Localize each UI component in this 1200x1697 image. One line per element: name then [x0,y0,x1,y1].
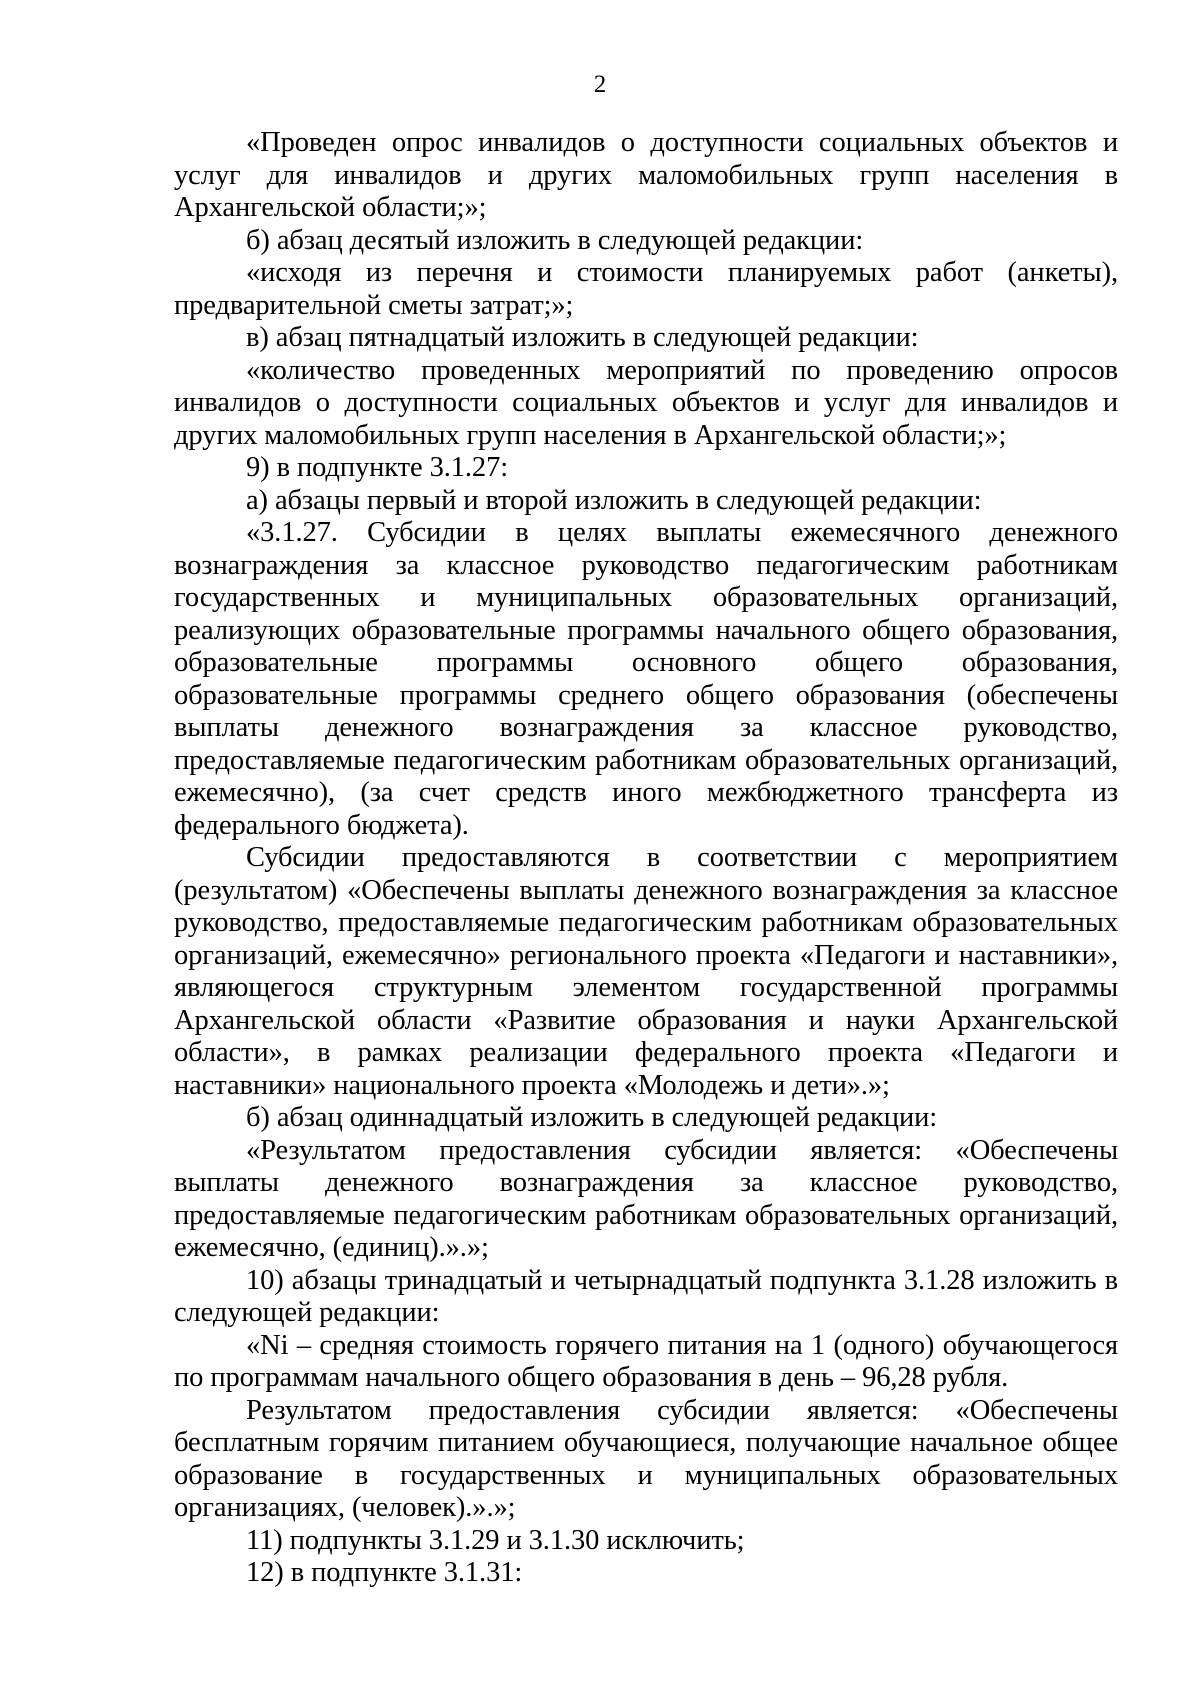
paragraph-subsidies-text: Субсидии предоставляются в соответствии с мероприятием (результатом) «Обеспечены выплаты денежного вознаграждения за классное руководство, предоставляемые педагогическим работникам образовательных организаций, ежемесячно» регионального проекта «Педагоги и наставники», являющегося структурным элементом государственной программы Архангельской области «Развитие образования и науки Архангельской области», в рамках реализации федерального проекта «Педагоги и наставники» национального проекта «Молодежь и дети».»; [174,842,1118,1101]
paragraph-3-1-27-text: «3.1.27. Субсидии в целях выплаты ежемесячного денежного вознаграждения за классное руководство педагогическим работникам государственных и муниципальных образовательных организаций, реализующих образовательные программы начального общего образования, образовательные программы основного общего образования, образовательные программы среднего общего образования (обеспечены выплаты денежного вознаграждения за классное руководство, предоставляемые педагогическим работникам образовательных организаций, ежемесячно), (за счет средств иного межбюджетного трансферта из федерального бюджета). [174,517,1118,841]
page-number: 2 [593,71,607,98]
paragraph-amend-fifteenth: в) абзац пятнадцатый изложить в следующей редакции: [246,322,919,353]
paragraph-item-12: 12) в подпункте 3.1.31: [246,1557,523,1588]
paragraph-result-text: Результатом предоставления субсидии является: «Обеспечены бесплатным горячим питанием обучающиеся, получающие начальное общее образование в государственных и муниципальных образовательных организациях, (человек).».»; [174,1394,1118,1523]
paragraph-amend-tenth: б) абзац десятый изложить в следующей редакции: [246,224,864,256]
paragraph-survey-result: «Проведен опрос инвалидов о доступности социальных объектов и услуг для инвалидов и других маломобильных групп населения в Архангельской области;»; [174,127,1118,223]
paragraph-tenth-text: «исходя из перечня и стоимости планируемых работ (анкеты), предварительной сметы затрат;»; [174,257,1118,321]
paragraph-fifteenth-text: «количество проведенных мероприятий по проведению опросов инвалидов о доступности социальных объектов и услуг для инвалидов и других маломобильных групп населения в Архангельской области;»; [174,354,1118,451]
paragraph-eleventh-text: «Результатом предоставления субсидии является: «Обеспечены выплаты денежного вознаграждения за классное руководство, предоставляемые педагогическим работникам образовательных организаций, ежемесячно, (единиц).».»; [174,1134,1118,1263]
paragraph-amend-eleventh: б) абзац одиннадцатый изложить в следующей редакции: [246,1102,938,1133]
paragraph-item-9: 9) в подпункте 3.1.27: [246,452,509,483]
document-body [174,127,1118,1590]
paragraph-item-10: 10) абзацы тринадцатый и четырнадцатый подпункта 3.1.28 изложить в следующей редакции: [174,1264,1118,1328]
paragraph-item-11: 11) подпункты 3.1.29 и 3.1.30 исключить; [246,1524,745,1556]
paragraph-amend-first-second: а) абзацы первый и второй изложить в следующей редакции: [246,484,982,516]
paragraph-ni-text: «Ni – средняя стоимость горячего питания на 1 (одного) обучающегося по программам начального общего образования в день – 96,28 рубля. [174,1329,1118,1393]
